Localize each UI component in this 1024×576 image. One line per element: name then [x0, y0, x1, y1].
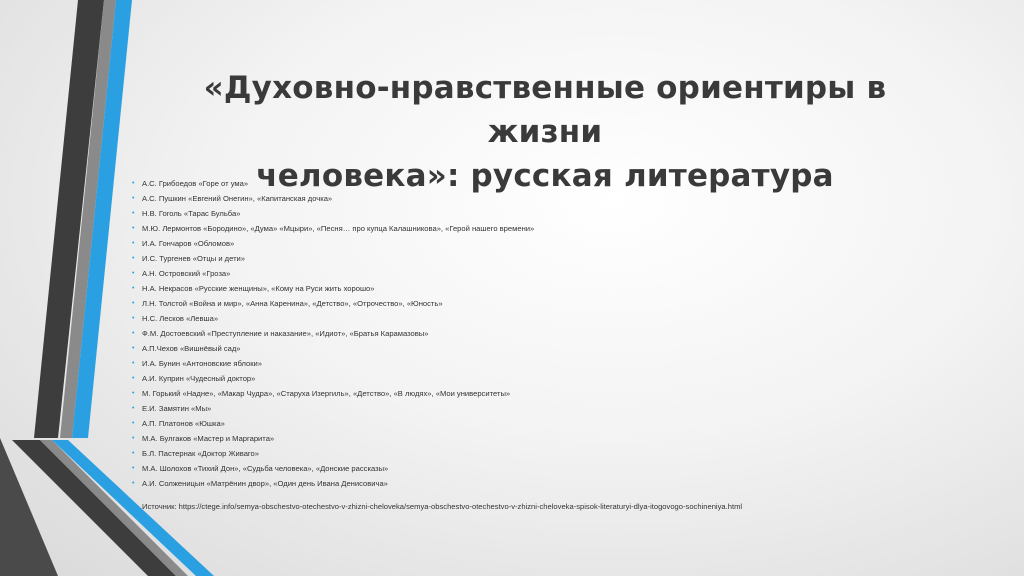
bullet-icon: •	[132, 480, 135, 487]
list-item	[132, 386, 992, 401]
list-item	[132, 401, 992, 416]
list-item	[132, 191, 992, 206]
bullet-icon: •	[132, 225, 135, 232]
bullet-icon: •	[132, 345, 135, 352]
list-item-text: И.С. Тургенев «Отцы и дети»	[142, 254, 246, 263]
list-item	[132, 416, 992, 431]
list-item-text: А.С. Грибоедов «Горе от ума»	[142, 179, 249, 188]
list-item	[132, 281, 992, 296]
list-item-text: И.А. Гончаров «Обломов»	[142, 239, 235, 248]
list-item	[132, 341, 992, 356]
bullet-icon: •	[132, 285, 135, 292]
bullet-icon: •	[132, 450, 135, 457]
bullet-icon: •	[132, 390, 135, 397]
list-item	[132, 476, 992, 491]
bullet-icon: •	[132, 240, 135, 247]
bullet-icon: •	[132, 315, 135, 322]
list-item-text: Л.Н. Толстой «Война и мир», «Анна Каренина», «Детство», «Отрочество», «Юность»	[142, 299, 443, 308]
bullet-icon: •	[132, 300, 135, 307]
list-item	[132, 206, 992, 221]
list-item-text: М.А. Шолохов «Тихий Дон», «Судьба человека», «Донские рассказы»	[142, 464, 389, 473]
list-item	[132, 326, 992, 341]
list-item	[132, 176, 992, 191]
bullet-icon: •	[132, 210, 135, 217]
bullet-icon: •	[132, 255, 135, 262]
title-line-1: «Духовно-нравственные ориентиры в жизни	[203, 70, 887, 150]
list-item-text: И.А. Бунин «Антоновские яблоки»	[142, 359, 263, 368]
list-item-text: Н.В. Гоголь «Тарас Бульба»	[142, 209, 241, 218]
list-item	[132, 296, 992, 311]
list-item	[132, 311, 992, 326]
bullet-icon: •	[132, 180, 135, 187]
list-item-text: Ф.М. Достоевский «Преступление и наказание», «Идиот», «Братья Карамазовы»	[142, 329, 429, 338]
list-item	[132, 221, 992, 236]
list-item-text: А.П. Платонов «Юшка»	[142, 419, 225, 428]
source-note: Источник: https://ctege.info/semya-obschestvo-otechestvo-v-zhizni-cheloveka/semya-obschestvo-otechestvo-v-zhizni-cheloveka-spisok-literaturyi-dlya-itogovogo-sochineniya.html	[142, 502, 743, 511]
bullet-icon: •	[132, 420, 135, 427]
list-item	[132, 356, 992, 371]
list-item-text: А.П.Чехов «Вишнёвый сад»	[142, 344, 241, 353]
bullet-icon: •	[132, 465, 135, 472]
bullet-icon: •	[132, 435, 135, 442]
list-item-text: Б.Л. Пастернак «Доктор Живаго»	[142, 449, 259, 458]
list-item	[132, 461, 992, 476]
bullet-icon: •	[132, 360, 135, 367]
bullet-icon: •	[132, 405, 135, 412]
list-item-text: А.Н. Островский «Гроза»	[142, 269, 231, 278]
list-item	[132, 431, 992, 446]
list-item-text: М.А. Булгаков «Мастер и Маргарита»	[142, 434, 275, 443]
list-item	[132, 446, 992, 461]
list-item-text: М. Горький «Наднe», «Макар Чудра», «Старуха Изергиль», «Детство», «В людях», «Мои университеты»	[142, 389, 511, 398]
list-item	[132, 266, 992, 281]
list-item	[132, 236, 992, 251]
bullet-icon: •	[132, 375, 135, 382]
list-item	[132, 251, 992, 266]
list-item-text: А.И. Куприн «Чудесный доктор»	[142, 374, 256, 383]
title-line-2: человека»: русская литература	[256, 158, 834, 194]
list-item-text: Н.А. Некрасов «Русские женщины», «Кому на Руси жить хорошо»	[142, 284, 375, 293]
list-item-text: Е.И. Замятин «Мы»	[142, 404, 212, 413]
literature-list	[132, 176, 992, 491]
bullet-icon: •	[132, 195, 135, 202]
list-item-text: М.Ю. Лермонтов «Бородино», «Дума» «Мцыри», «Песня… про купца Калашникова», «Герой нашего времени»	[142, 224, 535, 233]
list-item-text: Н.С. Лесков «Левша»	[142, 314, 219, 323]
list-item	[132, 371, 992, 386]
bullet-icon: •	[132, 330, 135, 337]
list-item-text: А.И. Солженицын «Матрёнин двор», «Один день Ивана Денисовича»	[142, 479, 388, 488]
bullet-icon: •	[132, 270, 135, 277]
list-item-text: А.С. Пушкин «Евгений Онегин», «Капитанская дочка»	[142, 194, 333, 203]
